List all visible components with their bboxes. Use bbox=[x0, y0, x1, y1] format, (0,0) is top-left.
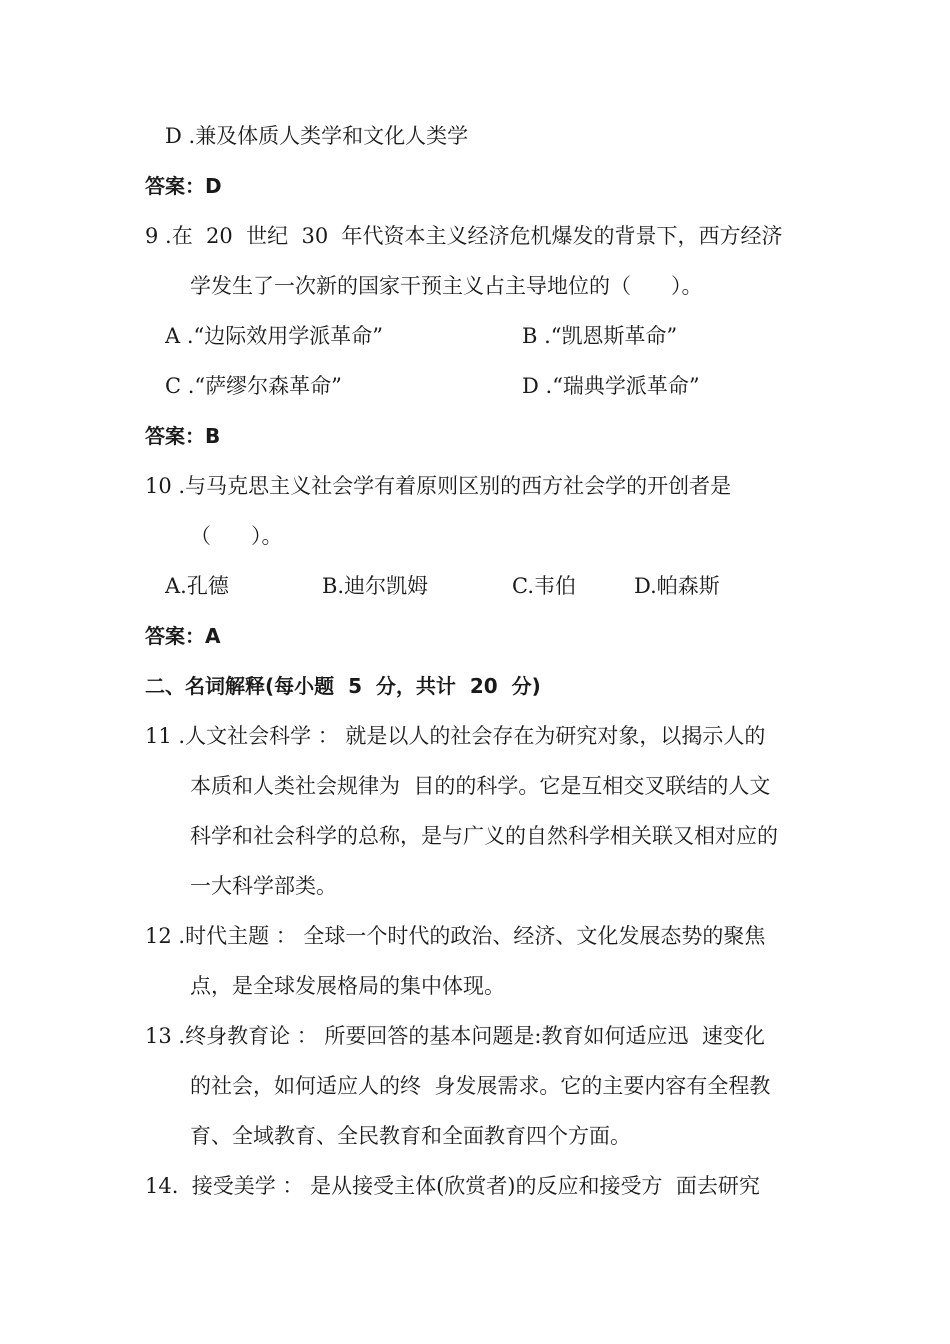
q9-option-d: D .“瑞典学派革命” bbox=[522, 374, 700, 398]
q10-option-b: B.迪尔凯姆 bbox=[322, 574, 429, 598]
q9-option-a: A .“边际效用学派革命” bbox=[165, 324, 383, 348]
q8-answer: 答案：D bbox=[145, 174, 222, 198]
q13-text-line3: 育、全域教育、全民教育和全面教育四个方面。 bbox=[190, 1124, 631, 1148]
q9-text-line2: 学发生了一次新的国家干预主义占主导地位的（ ）。 bbox=[190, 274, 703, 298]
q11-text-line2: 本质和人类社会规律为 目的的科学。它是互相交叉联结的人文 bbox=[190, 774, 771, 798]
q12-text-line2: 点，是全球发展格局的集中体现。 bbox=[190, 974, 505, 998]
q8-option-d: D .兼及体质人类学和文化人类学 bbox=[165, 124, 469, 148]
q11-text-line1: 11 .人文社会科学 ： 就是以人的社会存在为研究对象，以揭示人的 bbox=[145, 724, 766, 748]
q10-text-line2: （ ）。 bbox=[190, 524, 283, 548]
q10-answer: 答案：A bbox=[145, 624, 221, 648]
q13-text-line2: 的社会，如何适应人的终 身发展需求。它的主要内容有全程教 bbox=[190, 1074, 771, 1098]
q10-text-line1: 10 .与马克思主义社会学有着原则区别的西方社会学的开创者是 bbox=[145, 474, 732, 498]
q10-option-d: D.帕森斯 bbox=[634, 574, 720, 598]
q9-option-c: C .“萨缪尔森革命” bbox=[165, 374, 342, 398]
q14-text-line1: 14. 接受美学 ： 是从接受主体(欣赏者)的反应和接受方 面去研究 bbox=[145, 1174, 760, 1198]
q11-text-line3: 科学和社会科学的总称，是与广义的自然科学相关联又相对应的 bbox=[190, 824, 778, 848]
q10-option-c: C.韦伯 bbox=[512, 574, 576, 598]
q9-answer: 答案：B bbox=[145, 424, 221, 448]
q9-option-b: B .“凯恩斯革命” bbox=[522, 324, 678, 348]
q12-text-line1: 12 .时代主题 ： 全球一个时代的政治、经济、文化发展态势的聚焦 bbox=[145, 924, 766, 948]
section-heading: 二、名词解释(每小题 5 分，共计 20 分) bbox=[145, 674, 541, 698]
q9-text-line1: 9 .在 20 世纪 30 年代资本主义经济危机爆发的背景下，西方经济 bbox=[145, 224, 783, 248]
q10-option-a: A.孔德 bbox=[165, 574, 229, 598]
q11-text-line4: 一大科学部类。 bbox=[190, 874, 337, 898]
q13-text-line1: 13 .终身教育论 ： 所要回答的基本问题是:教育如何适应迅 速变化 bbox=[145, 1024, 765, 1048]
